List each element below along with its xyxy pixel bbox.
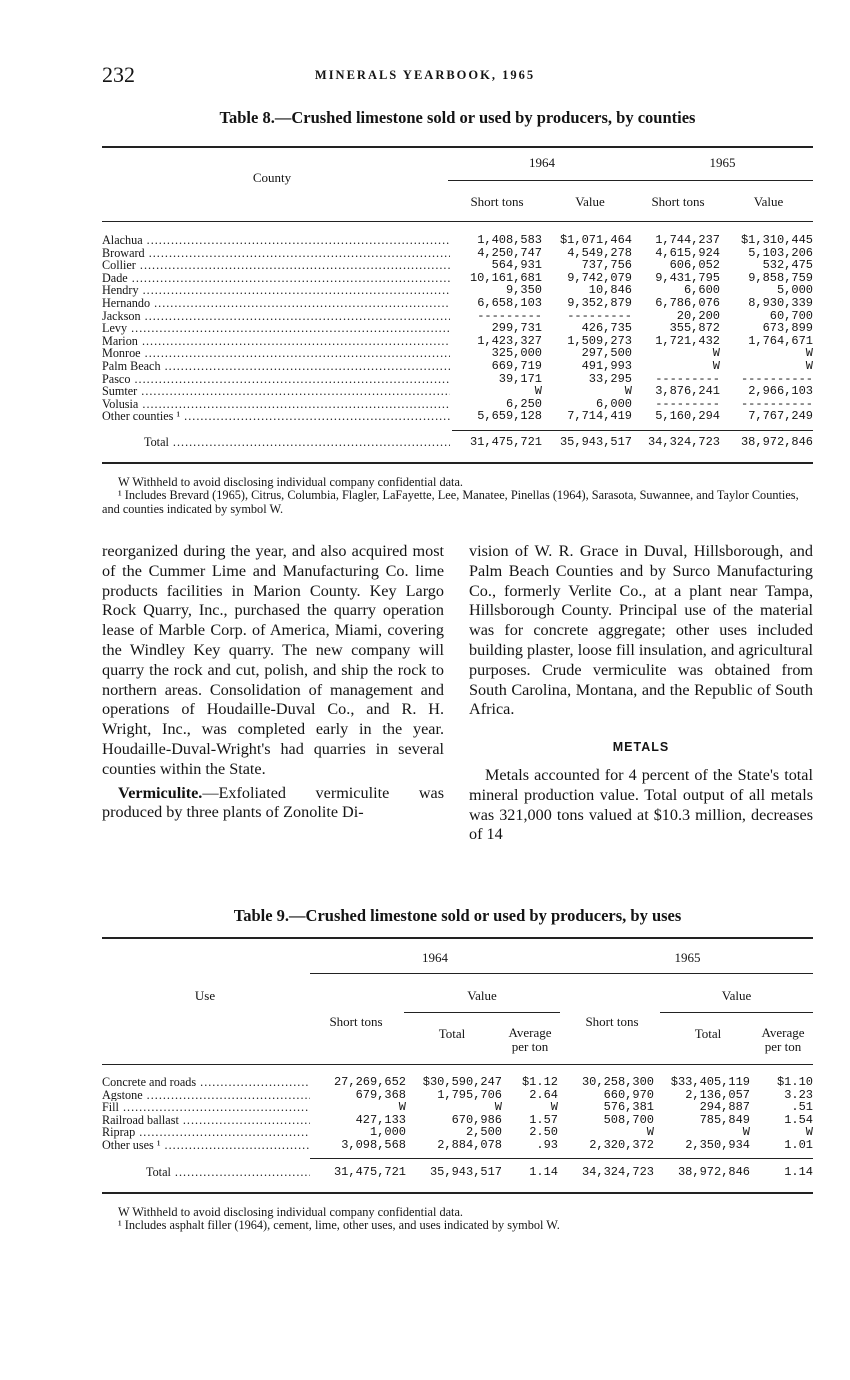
table9-avg-hdr-1965 [753,1026,813,1054]
table8-v64: 6,000 [595,396,632,411]
table8-row [102,335,813,348]
table8-st64: W [534,384,542,399]
table8-v65: 1,764,671 [748,333,813,348]
table9-st65: 576,381 [603,1100,654,1115]
table8-shorttons-1964: Short tons [470,194,524,209]
table9-total-a65: 1.14 [784,1165,813,1179]
table9-st64: 1,000 [369,1125,406,1140]
table9-year-rule [310,973,813,974]
table9-st65: 2,320,372 [589,1137,654,1152]
table9-bottom-rule [102,1192,813,1194]
table8-v65: 9,858,759 [748,270,813,285]
table8-st64: 39,171 [498,371,542,386]
table8-v65: W [805,358,813,373]
table8-v65: 5,000 [776,283,813,298]
table8-row [102,234,813,247]
right-paragraph-2: Metals accounted for 4 percent of the State's total mineral production value. Total output of all metals was 321,000 tons valued at $10.3 million, decreases of 14 [469,765,813,844]
table8-v65: ---------- [740,371,813,386]
table9-use: Riprap [102,1126,136,1139]
table8-county: Hendry [102,284,139,297]
table9-row [102,1114,813,1127]
table8-top-rule [102,146,813,148]
table8-county-cell [102,347,450,360]
table8-year1-header: 1964 [529,155,555,170]
table9-st65: 30,258,300 [581,1075,654,1089]
table8-st64: 325,000 [491,346,542,361]
table8-total-rule [452,430,813,431]
table9-use-cell [102,1101,310,1114]
table8-county: Other counties ¹ [102,410,181,423]
table9-t64: 2,500 [465,1125,502,1140]
table9-a64: 1.57 [529,1112,558,1127]
table8-st64: 1,408,583 [477,233,542,247]
table9-st65: 508,700 [603,1112,654,1127]
table9-value-rule-1965 [660,1012,813,1013]
table9-a64: W [550,1100,558,1115]
metals-heading: METALS [612,740,670,755]
table8-total-v65: 38,972,846 [740,435,813,449]
table9-caption: Table 9.—Crushed limestone sold or used by producers, by uses [233,906,682,925]
table9 [102,1076,813,1152]
table8-footnote-w: W Withheld to avoid disclosing individual company confidential data. [118,475,464,489]
table9-value-1965: Value [721,988,752,1003]
table8-st65: 5,160,294 [655,409,720,424]
table8-county: Marion [102,334,138,348]
table9-use: Fill [102,1101,119,1114]
table8-total-st64: 31,475,721 [469,435,542,449]
table8-county-cell [102,335,450,348]
table8-st64: 6,250 [505,396,542,411]
table8-v64: 426,735 [581,321,632,336]
table8-county-cell [102,284,450,297]
table9-a65: $1.10 [776,1075,813,1089]
table8-st65: W [712,358,720,373]
table8-v64: 7,714,419 [567,409,632,424]
table9-total-row [102,1166,813,1179]
table9-total-hdr-1964: Total [438,1026,466,1041]
table8-caption: Table 8.—Crushed limestone sold or used by producers, by counties [219,108,696,127]
table8-v65: $1,310,445 [740,233,813,247]
table8-county-header: County [252,170,292,185]
table9-use-cell [102,1114,310,1127]
table8-total-v64: 35,943,517 [559,435,632,449]
table8-county: Levy [102,322,128,335]
table8-county: Palm Beach [102,359,161,373]
table9-t65: 785,849 [699,1112,750,1127]
table8-st65: 355,872 [669,321,720,336]
table9-value-rule-1964 [404,1012,560,1013]
table8-county-cell [102,259,450,272]
table8-v65: 8,930,339 [748,295,813,310]
table9-use: Agstone [102,1088,143,1102]
table9-total [102,1166,813,1179]
table8-county: Monroe [102,347,141,360]
table8-st64: --------- [477,308,542,323]
table9-use: Concrete and roads [102,1076,197,1089]
table9-avg-1965-l1: Average [761,1025,805,1040]
table8-st65: --------- [655,371,720,386]
table9-a65: 1.54 [784,1112,813,1127]
running-title: MINERALS YEARBOOK, 1965 [314,68,536,82]
table9-row [102,1101,813,1114]
table8-st65: W [712,346,720,361]
table8-v65: ---------- [740,396,813,411]
table8-row [102,360,813,373]
vermiculite-heading: Vermiculite. [118,783,203,802]
table8-county-cell [102,373,450,386]
table8-v64: $1,071,464 [559,233,632,247]
table9-shorttons-1965: Short tons [585,1014,639,1029]
table8-county: Jackson [102,309,141,323]
table8-county-cell [102,398,450,411]
table8-row [102,385,813,398]
table8-st64: 10,161,681 [469,270,542,285]
table8-county-cell [102,234,450,247]
left-paragraph-1: reorganized during the year, and also acquired most of the Cummer Lime and Manufacturing Co. lime products facilities in Marion County. Key Largo Rock Quarry, Inc., purchased the quarry operation lease of Marble Corp. of America, Miami, covering the Windley Key quarry. The new company will quarry the rock and cut, polish, and ship the rock to northern areas. Consolidation of management and operations of Houdaille-Duval Co., and R. H. Wright, Inc., was completed early in the year. Houdaille-Duval-Wright's had quarries in several counties within the State. [102,542,444,778]
table9-t65: 2,136,057 [685,1087,750,1102]
table8-county: Dade [102,271,128,285]
table8-st64: 669,719 [491,358,542,373]
table8-value-1964: Value [575,194,605,209]
table9-t65: W [742,1125,750,1140]
table8-row [102,259,813,272]
table8-v64: 737,756 [581,258,632,273]
table9-st65: W [646,1125,654,1140]
table8-v65: 2,966,103 [748,384,813,399]
table9-avg-1965-l2: per ton [764,1039,802,1054]
table9-use: Railroad ballast [102,1113,179,1127]
table8-county: Collier [102,259,136,272]
table9-t64: 1,795,706 [437,1087,502,1102]
table9-t64: $30,590,247 [422,1075,502,1089]
table8-county-cell [102,360,450,373]
table8-st65: 4,615,924 [655,245,720,260]
table9-total-a64: 1.14 [529,1165,558,1179]
table8-v64: 9,742,079 [567,270,632,285]
table8-v64: 491,993 [581,358,632,373]
table9-st64: 427,133 [355,1112,406,1127]
table8-st64: 299,731 [491,321,542,336]
table8-st65: 606,052 [669,258,720,273]
table8-v64: 9,352,879 [567,295,632,310]
vermiculite-text: —Exfoliated vermiculite was produced by three plants of Zonolite Di- [102,783,444,822]
table8-v64: 1,509,273 [567,333,632,348]
table8-bottom-rule [102,462,813,464]
table8-v65: W [805,346,813,361]
table8-v65: 532,475 [762,258,813,273]
table8-county: Volusia [102,397,139,411]
table9-row [102,1076,813,1089]
table9-st64: 3,098,568 [341,1137,406,1152]
table8-county-cell [102,297,450,310]
table9-total-t64: 35,943,517 [429,1165,502,1179]
table9-top-rule [102,937,813,939]
table8-v64: W [624,384,632,399]
table8-st65: 20,200 [676,308,720,323]
table9-total-hdr-1965: Total [694,1026,722,1041]
right-column [469,542,813,845]
table8-v64: 297,500 [581,346,632,361]
table8-county-cell [102,410,450,423]
table9-st64: W [398,1100,406,1115]
table8-v65: 5,103,206 [748,245,813,260]
table9-total-st65: 34,324,723 [581,1165,654,1179]
table8-st64: 1,423,327 [477,333,542,348]
table9-a65: .51 [791,1100,813,1115]
table8-county: Pasco [102,372,131,386]
left-paragraph-2 [102,784,444,824]
table8-year2-header: 1965 [709,155,736,170]
table9-value-1964: Value [467,988,497,1003]
table8-row [102,347,813,360]
table9-row [102,1139,813,1152]
table8-county: Hernando [102,296,151,310]
table8-st64: 564,931 [491,258,542,273]
table8-st65: --------- [655,396,720,411]
table8-v64: 4,549,278 [567,245,632,260]
table8-st65: 9,431,795 [655,270,720,285]
table8-county-cell [102,322,450,335]
table9-st64: 679,368 [355,1087,406,1102]
table8-st65: 1,721,432 [655,333,720,348]
table8-footnote-1: ¹ Includes Brevard (1965), Citrus, Columbia, Flagler, LaFayette, Lee, Manatee, Pinellas (1964), Sarasota, Suwannee, and Taylor Counties, and counties indicated by symbol W. [102,488,799,516]
table8-row [102,297,813,310]
table8-county: Sumter [102,385,138,398]
table8-county-cell [102,385,450,398]
table9-a64: .93 [536,1137,558,1152]
table9-year1-header: 1964 [422,950,448,965]
table9-a65: 1.01 [784,1137,813,1152]
table9-footnote-w: W Withheld to avoid disclosing individual company confidential data. [118,1205,464,1219]
table8-county: Alachua [102,234,143,247]
table9-year2-header: 1965 [674,950,701,965]
table8-st64: 9,350 [505,283,542,298]
table9-header-rule [102,1064,813,1065]
table9-a64: $1.12 [521,1075,558,1089]
table9-use-cell [102,1126,310,1139]
table8-row [102,322,813,335]
table9-t65: 2,350,934 [685,1137,750,1152]
table8-shorttons-1965: Short tons [651,194,705,209]
table8-v64: 10,846 [588,283,632,298]
table9-t65: 294,887 [699,1100,750,1115]
table8-st65: 1,744,237 [655,233,720,247]
table8-year-rule [448,180,813,181]
table9-total-t65: 38,972,846 [677,1165,750,1179]
table8-st65: 3,876,241 [655,384,720,399]
table9-st64: 27,269,652 [333,1075,406,1089]
table9-t64: 670,986 [451,1112,502,1127]
table9-total-label: Total [146,1166,171,1179]
table8-st64: 5,659,128 [477,409,542,424]
table8-total-row [102,436,813,449]
table9-avg-1964-l2: per ton [511,1039,549,1054]
table9-t64: W [494,1100,502,1115]
table9-use: Other uses ¹ [102,1138,161,1152]
table8-county-cell [102,272,450,285]
table9-a65: W [805,1125,813,1140]
table8-header-rule [102,221,813,222]
table8-v65: 60,700 [769,308,813,323]
table9-use-cell [102,1139,310,1152]
table8-value-1965: Value [753,194,784,209]
table8-v64: --------- [567,308,632,323]
table8-total-st65: 34,324,723 [647,435,720,449]
table9-total-st64: 31,475,721 [333,1165,406,1179]
table8-st64: 4,250,747 [477,245,542,260]
table9-avg-hdr-1964 [500,1026,560,1054]
table8-county: Broward [102,246,145,260]
table8-v64: 33,295 [588,371,632,386]
table9-use-cell [102,1089,310,1102]
table9-t64: 2,884,078 [437,1137,502,1152]
table8-st65: 6,786,076 [655,295,720,310]
table9-avg-1964-l1: Average [508,1025,552,1040]
table9-st65: 660,970 [603,1087,654,1102]
table9-a65: 3.23 [784,1087,813,1102]
table8-county-cell [102,310,450,323]
table8-row [102,410,813,423]
table9-shorttons-1964: Short tons [329,1014,383,1029]
left-column [102,542,444,823]
table8-county-cell [102,247,450,260]
table9-a64: 2.50 [529,1125,558,1140]
table8-total [102,436,813,449]
table8 [102,234,813,423]
table9-t65: $33,405,119 [670,1075,750,1089]
table8-v65: 7,767,249 [748,409,813,424]
table9-use-header: Use [194,988,216,1003]
table9-use-cell [102,1076,310,1089]
table9-a64: 2.64 [529,1087,558,1102]
table8-v65: 673,899 [762,321,813,336]
table8-st65: 6,600 [683,283,720,298]
table8-total-label: Total [144,436,169,449]
right-paragraph-1: vision of W. R. Grace in Duval, Hillsborough, and Palm Beach Counties and by Surco Manufacturing Co., formerly Verlite Co., at a plant near Tampa, Hillsborough County. Principal use of the material was for concrete aggregate; other uses included building plaster, loose fill insulation, and agricultural purposes. Crude vermiculite was obtained from South Carolina, Montana, and the Republic of South Africa. [469,542,813,719]
table9-total-rule [310,1158,813,1159]
table9-footnote-1: ¹ Includes asphalt filler (1964), cement, lime, other uses, and uses indicated by symbol W. [118,1218,560,1232]
page-number: 232 [102,62,135,87]
table8-st64: 6,658,103 [477,295,542,310]
